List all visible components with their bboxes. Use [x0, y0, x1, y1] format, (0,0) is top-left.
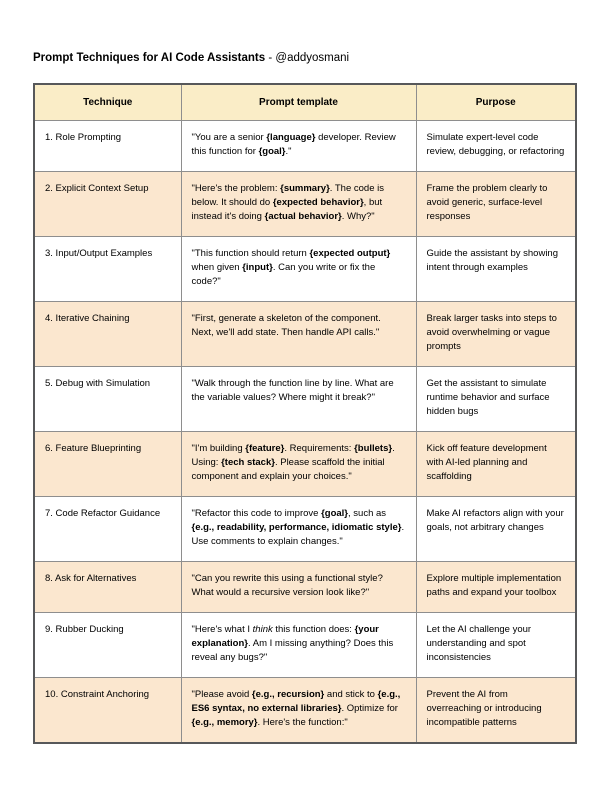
purpose-cell: Guide the assistant by showing intent through examples [416, 237, 576, 302]
table-body [34, 121, 576, 744]
technique-cell: 6. Feature Blueprinting [34, 432, 181, 497]
prompt-template-cell: "You are a senior {language} developer. Review this function for {goal}." [181, 121, 416, 172]
table-row [34, 678, 576, 744]
purpose-cell: Prevent the AI from overreaching or introducing incompatible patterns [416, 678, 576, 744]
technique-cell: 3. Input/Output Examples [34, 237, 181, 302]
technique-cell: 7. Code Refactor Guidance [34, 497, 181, 562]
technique-cell: 4. Iterative Chaining [34, 302, 181, 367]
purpose-cell: Break larger tasks into steps to avoid overwhelming or vague prompts [416, 302, 576, 367]
purpose-cell: Kick off feature development with AI-led planning and scaffolding [416, 432, 576, 497]
table-row [34, 497, 576, 562]
column-header-prompt-template: Prompt template [181, 84, 416, 121]
technique-cell: 5. Debug with Simulation [34, 367, 181, 432]
technique-cell: 2. Explicit Context Setup [34, 172, 181, 237]
table-row [34, 302, 576, 367]
technique-cell: 1. Role Prompting [34, 121, 181, 172]
technique-cell: 10. Constraint Anchoring [34, 678, 181, 744]
prompt-template-cell: "First, generate a skeleton of the component. Next, we'll add state. Then handle API calls." [181, 302, 416, 367]
page-title [33, 51, 349, 65]
table-row [34, 121, 576, 172]
table-header [34, 84, 576, 121]
prompt-template-cell: "Please avoid {e.g., recursion} and stick to {e.g., ES6 syntax, no external libraries}. Optimize for {e.g., memory}. Here's the function:" [181, 678, 416, 744]
prompt-template-cell: "I'm building {feature}. Requirements: {bullets}. Using: {tech stack}. Please scaffold the initial component and explain your choices." [181, 432, 416, 497]
column-header-purpose: Purpose [416, 84, 576, 121]
prompt-template-cell: "Refactor this code to improve {goal}, such as {e.g., readability, performance, idiomatic style}. Use comments to explain changes." [181, 497, 416, 562]
prompt-techniques-table [33, 83, 577, 744]
technique-cell: 9. Rubber Ducking [34, 613, 181, 678]
purpose-cell: Explore multiple implementation paths and expand your toolbox [416, 562, 576, 613]
table-row [34, 237, 576, 302]
prompt-template-cell: "Walk through the function line by line. What are the variable values? Where might it break?" [181, 367, 416, 432]
purpose-cell: Simulate expert-level code review, debugging, or refactoring [416, 121, 576, 172]
prompt-template-cell: "Can you rewrite this using a functional style? What would a recursive version look like?" [181, 562, 416, 613]
table-row [34, 562, 576, 613]
purpose-cell: Get the assistant to simulate runtime behavior and surface hidden bugs [416, 367, 576, 432]
column-header-technique: Technique [34, 84, 181, 121]
header-row [34, 84, 576, 121]
table-row [34, 367, 576, 432]
purpose-cell: Make AI refactors align with your goals, not arbitrary changes [416, 497, 576, 562]
prompt-template-cell: "Here's what I think this function does: {your explanation}. Am I missing anything? Does this reveal any bugs?" [181, 613, 416, 678]
prompt-template-cell: "This function should return {expected output} when given {input}. Can you write or fix the code?" [181, 237, 416, 302]
page-title-author: - @addyosmani [265, 52, 350, 64]
table-row [34, 613, 576, 678]
purpose-cell: Let the AI challenge your understanding and spot inconsistencies [416, 613, 576, 678]
technique-cell: 8. Ask for Alternatives [34, 562, 181, 613]
table-row [34, 172, 576, 237]
page-title-main: Prompt Techniques for AI Code Assistants [33, 52, 266, 64]
purpose-cell: Frame the problem clearly to avoid generic, surface-level responses [416, 172, 576, 237]
table-row [34, 432, 576, 497]
prompt-template-cell: "Here's the problem: {summary}. The code is below. It should do {expected behavior}, but instead it's doing {actual behavior}. Why?" [181, 172, 416, 237]
